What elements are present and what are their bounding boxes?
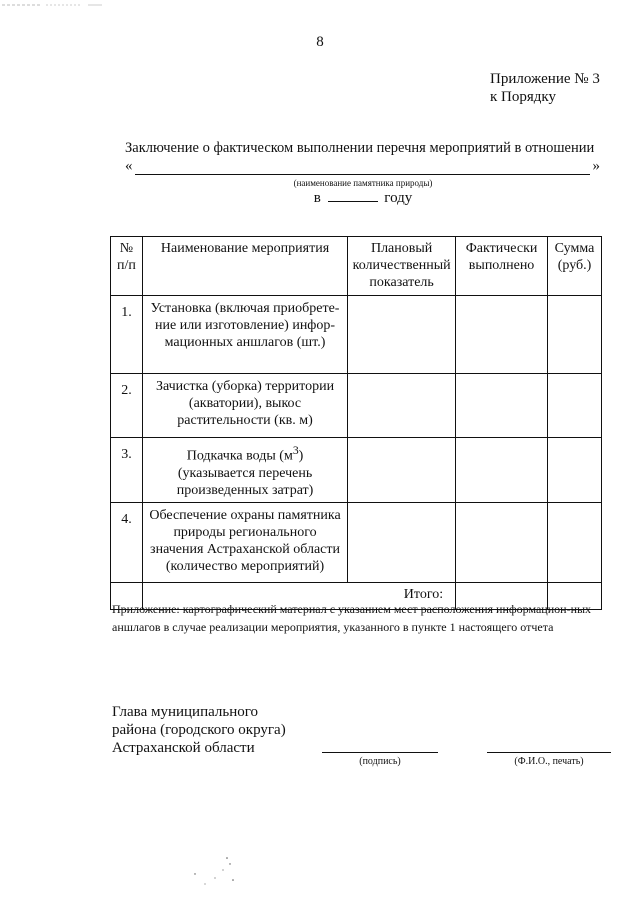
fio-line bbox=[487, 752, 611, 753]
year-prefix: в bbox=[313, 190, 321, 206]
attachment-note: Приложение: картографический материал с указанием мест расположения информацион-ных аншлагов в случае реализации мероприятия, указанного в пункте 1 настоящего отчета bbox=[112, 602, 592, 634]
name-underline bbox=[135, 174, 590, 175]
year-blank bbox=[328, 188, 378, 202]
table-header-row bbox=[111, 237, 602, 296]
row-num: 2. bbox=[111, 374, 143, 438]
table-row bbox=[111, 502, 602, 582]
year-field bbox=[0, 188, 640, 207]
row-activity: Установка (включая приобрете-ние или изготовление) инфор-мационных аншлагов (шт.) bbox=[142, 296, 347, 374]
year-suffix: году bbox=[384, 190, 413, 206]
header-name: Наименование мероприятия bbox=[142, 237, 347, 296]
appendix-line2: к Порядку bbox=[490, 89, 556, 105]
cell-planned bbox=[348, 438, 456, 503]
table-row bbox=[111, 374, 602, 438]
row-activity: Обеспечение охраны памятника природы регионального значения Астраханской области (количество мероприятий) bbox=[142, 502, 347, 582]
row-num: 1. bbox=[111, 296, 143, 374]
row-activity: Зачистка (уборка) территории (акватории), выкос растительности (кв. м) bbox=[142, 374, 347, 438]
header-planned: Плановый количественный показатель bbox=[348, 237, 456, 296]
fio-caption: (Ф.И.О., печать) bbox=[514, 756, 584, 767]
header-sum: Сумма (руб.) bbox=[548, 237, 602, 296]
signatory-line2: района (городского округа) bbox=[112, 722, 286, 738]
row-activity-post: ) (указывается перечень произведенных затрат) bbox=[176, 448, 314, 498]
quote-open: « bbox=[125, 158, 133, 174]
row-activity-sup: 3 bbox=[292, 444, 299, 457]
activities-table bbox=[110, 236, 602, 610]
cell-sum bbox=[548, 502, 602, 582]
cell-planned bbox=[348, 296, 456, 374]
cell-sum bbox=[548, 438, 602, 503]
table-row bbox=[111, 296, 602, 374]
cell-planned bbox=[348, 502, 456, 582]
total-label: Итого: bbox=[142, 582, 455, 609]
document-title: Заключение о фактическом выполнении перечня мероприятий в отношении bbox=[125, 140, 595, 156]
cell-actual bbox=[456, 374, 548, 438]
appendix-line1: Приложение № 3 bbox=[490, 71, 600, 87]
row-activity bbox=[142, 438, 347, 503]
cell-actual bbox=[456, 296, 548, 374]
cell-actual bbox=[456, 438, 548, 503]
appendix-label bbox=[490, 70, 600, 106]
signatory-line1: Глава муниципального bbox=[112, 704, 259, 720]
scan-artifact-dots bbox=[185, 850, 245, 890]
signatory-line3: Астраханской области bbox=[112, 740, 255, 756]
row-num: 4. bbox=[111, 502, 143, 582]
monument-name-caption: (наименование памятника природы) bbox=[293, 178, 433, 188]
signature-caption: (подпись) bbox=[359, 756, 401, 767]
signatory-title bbox=[112, 703, 286, 757]
cell-sum bbox=[548, 296, 602, 374]
scan-header-mark bbox=[2, 2, 112, 8]
monument-name-field bbox=[125, 158, 600, 178]
cell-planned bbox=[348, 374, 456, 438]
cell-actual bbox=[456, 502, 548, 582]
signature-line bbox=[322, 752, 438, 753]
cell-sum bbox=[548, 374, 602, 438]
row-activity-pre: Подкачка воды (м bbox=[186, 448, 293, 464]
row-num: 3. bbox=[111, 438, 143, 503]
page-number: 8 bbox=[316, 34, 324, 50]
header-num: № п/п bbox=[111, 237, 143, 296]
table-row bbox=[111, 438, 602, 503]
quote-close: » bbox=[592, 158, 600, 174]
header-actual: Фактически выполнено bbox=[456, 237, 548, 296]
